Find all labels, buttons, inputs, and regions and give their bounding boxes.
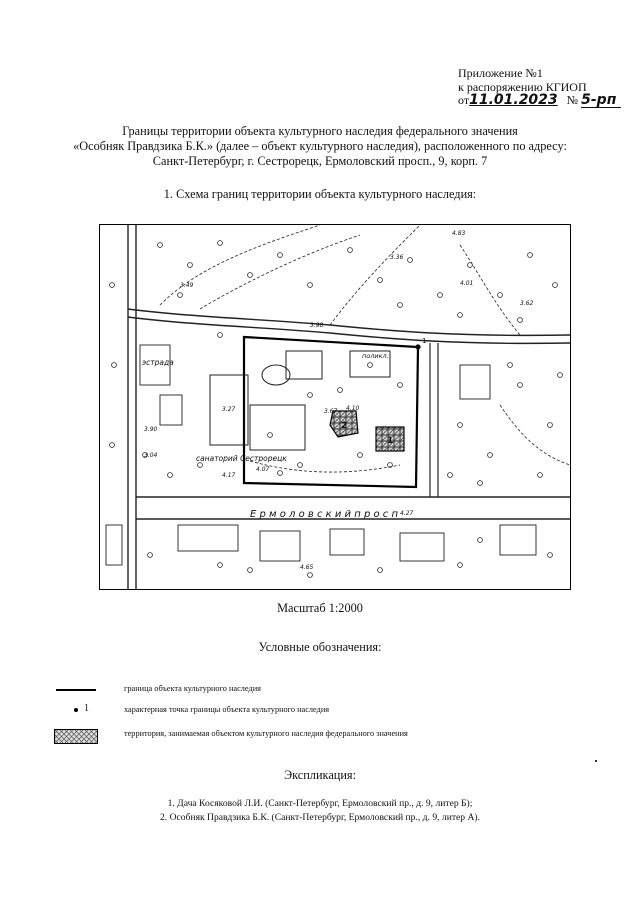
map-building-1-label: 1 <box>387 436 394 446</box>
map-spot-height: 4.07 <box>256 466 270 473</box>
legend-point-text: характерная точка границы объекта культурного наследия <box>124 705 330 714</box>
map-spot-height: 3.36 <box>390 254 404 261</box>
map-spot-height: 3.90 <box>144 426 158 433</box>
map-spot-height: 3.04 <box>144 452 158 459</box>
legend-boundary-text: граница объекта культурного наследия <box>124 684 261 693</box>
upper-road-edge-b <box>128 317 570 343</box>
date-prefix: от <box>458 93 470 107</box>
map-spot-height: 4.10 <box>346 405 360 412</box>
stray-dot <box>595 760 597 762</box>
map-street-name: Е р м о л о в с к и й п р о с п <box>250 509 398 520</box>
appendix-number: Приложение №1 <box>458 66 543 80</box>
order-number: 5-рп <box>581 93 621 108</box>
document-title-line-1: Границы территории объекта культурного наследия федерального значения <box>122 124 518 138</box>
legend-point-symbol <box>74 708 78 712</box>
explication-item-2: 2. Особняк Правдзика Б.К. (Санкт-Петербург, Ермоловский пр., д. 9, литер А). <box>159 812 481 823</box>
legend-hatch-symbol <box>54 729 98 744</box>
legend-territory-text: территория, занимаемая объектом культурного наследия федерального значения <box>124 729 408 738</box>
map-spot-height: 3.27 <box>222 406 236 413</box>
map-spot-height: 3.49 <box>180 282 194 289</box>
map-spot-height: 4.01 <box>460 280 474 287</box>
document-title-line-3: Санкт-Петербург, г. Сестрорецк, Ермоловский просп., 9, корп. 7 <box>152 154 488 168</box>
legend-heading: Условные обозначения: <box>258 640 382 654</box>
document-title-line-2: «Особняк Правдзика Б.К.» (далее – объект культурного наследия), расположенного по адресу: <box>73 139 567 153</box>
number-prefix: № <box>566 93 579 107</box>
boundary-map <box>99 224 571 590</box>
order-date: 11.01.2023 <box>469 92 558 108</box>
map-spot-height: 3.67 <box>324 408 338 415</box>
legend-boundary-line-symbol <box>56 689 96 691</box>
map-spot-height: 4.83 <box>452 230 466 237</box>
map-spot-height: 4.65 <box>300 564 314 571</box>
map-building-2-label: 2 <box>341 421 348 431</box>
map-spot-height: 4.17 <box>222 472 236 479</box>
explication-heading: Экспликация: <box>283 768 357 782</box>
building-outline-b <box>250 405 305 450</box>
map-drawing <box>100 225 570 589</box>
appendix-date-line <box>458 93 621 108</box>
map-sanatorium-label: санаторий Сестрорецк <box>196 454 287 463</box>
building-outline-a <box>286 351 322 379</box>
map-scale: Масштаб 1:2000 <box>277 601 363 615</box>
boundary-point-1 <box>416 345 420 349</box>
map-clinic-label: поликл. <box>362 352 389 360</box>
map-estrada-label: эстрада <box>142 358 174 367</box>
map-spot-height: 3.98 <box>310 322 324 329</box>
appendix-order-ref: к распоряжению КГИОП <box>458 80 587 94</box>
map-spot-height: 4.27 <box>400 510 414 517</box>
explication-item-1: 1. Дача Косяковой Л.И. (Санкт-Петербург, Ермоловский пр., д. 9, литер Б); <box>167 798 473 809</box>
legend-point-label: 1 <box>84 703 89 714</box>
map-spot-height: 3.62 <box>520 300 534 307</box>
map-point-label: 1 <box>422 337 427 345</box>
section-heading: 1. Схема границ территории объекта культурного наследия: <box>163 187 477 201</box>
